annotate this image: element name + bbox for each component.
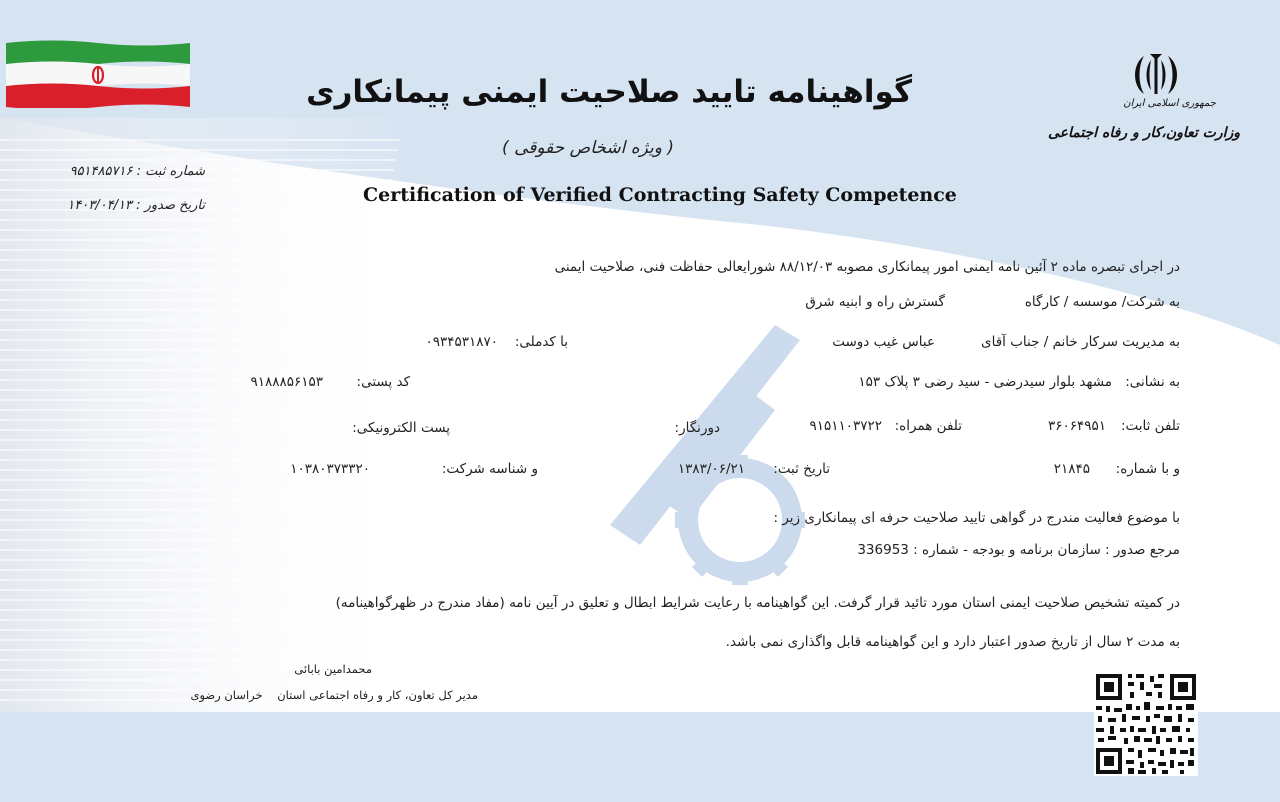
national-id-value: ۰۹۳۴۵۳۱۸۷۰: [425, 334, 498, 350]
ministry-country: جمهوری اسلامی ایران: [1123, 98, 1216, 109]
postal-code-value: ۹۱۸۸۸۵۶۱۵۳: [250, 374, 323, 390]
validity-text: به مدت ۲ سال از تاریخ صدور اعتبار دارد و این گواهینامه قابل واگذاری نمی باشد.: [725, 634, 1180, 650]
reg-date-value: ۱۳۸۳/۰۶/۲۱: [677, 461, 745, 477]
iran-emblem-icon: [1130, 52, 1182, 98]
signatory-title: [190, 688, 478, 702]
company-id-label: و شناسه شرکت:: [441, 461, 538, 477]
iran-flag-icon: [6, 40, 190, 108]
issue-date-label: تاریخ صدور :: [136, 198, 205, 213]
watermark-logo: [610, 325, 805, 585]
company-id-value: ۱۰۳۸۰۳۷۳۳۲۰: [290, 461, 370, 477]
phone-label: تلفن ثابت:: [1120, 418, 1180, 434]
manager-label: به مدیریت سرکار خانم / جناب آقای: [981, 334, 1180, 350]
registration-number: [70, 164, 205, 179]
mobile-label: تلفن همراه:: [894, 418, 962, 434]
activity-text: با موضوع فعالیت مندرج در گواهی تایید صلاحیت حرفه ای پیمانکاری زیر :: [773, 510, 1180, 526]
reg-date-label: تاریخ ثبت:: [773, 461, 830, 477]
phone-value: ۳۶۰۶۴۹۵۱: [1047, 418, 1106, 434]
registration-number-label: شماره ثبت :: [136, 164, 205, 179]
qr-code: [1094, 672, 1198, 776]
certificate-title-en: Certification of Verified Contracting Safety Competence: [363, 184, 957, 206]
manager-value: عباس غیب دوست: [832, 334, 935, 350]
address-value: مشهد بلوار سیدرضی - سید رضی ۳ پلاک ۱۵۳: [858, 374, 1112, 390]
certificate-title-fa: گواهینامه تایید صلاحیت ایمنی پیمانکاری: [306, 74, 912, 110]
mobile-value: ۹۱۵۱۱۰۳۷۲۲: [809, 418, 882, 434]
signatory-province: خراسان رضوی: [190, 688, 263, 702]
reg-number-label: و با شماره:: [1115, 461, 1180, 477]
fax-label: دورنگار:: [674, 420, 720, 436]
company-label: به شرکت/ موسسه / کارگاه: [1024, 294, 1180, 310]
national-id-label: با کدملی:: [514, 334, 568, 350]
email-label: پست الکترونیکی:: [352, 420, 450, 436]
signatory-title-text: مدیر کل تعاون، کار و رفاه اجتماعی استان: [277, 688, 478, 702]
certificate-subtitle-fa: ( ویژه اشخاص حقوقی ): [502, 138, 674, 158]
issue-date: [67, 198, 205, 213]
signatory-name: محمدامین بابائی: [294, 662, 372, 676]
ministry-name: وزارت تعاون،کار و رفاه اجتماعی: [1048, 125, 1240, 141]
issue-date-value: ۱۴۰۳/۰۴/۱۳: [67, 198, 132, 213]
committee-text: در کمیته تشخیص صلاحیت ایمنی استان مورد تائید قرار گرفت. این گواهینامه با رعایت شرایط ابطال و تعلیق در آیین نامه (مفاد مندرج در ظهرگواهینامه): [335, 595, 1180, 611]
intro-text: در اجرای تبصره ماده ۲ آئین نامه ایمنی امور پیمانکاری مصوبه ۸۸/۱۲/۰۳ شورایعالی حفاظت فنی، صلاحیت ایمنی: [554, 259, 1180, 275]
registration-number-value: ۹۵۱۴۸۵۷۱۶: [69, 164, 133, 179]
postal-code-label: کد پستی:: [356, 374, 410, 390]
address-label: به نشانی:: [1125, 374, 1180, 390]
company-value: گسترش راه و ابنیه شرق: [805, 294, 945, 310]
reference-text: مرجع صدور : سازمان برنامه و بودجه - شماره : 336953: [857, 542, 1180, 558]
reg-number-value: ۲۱۸۴۵: [1053, 461, 1090, 477]
